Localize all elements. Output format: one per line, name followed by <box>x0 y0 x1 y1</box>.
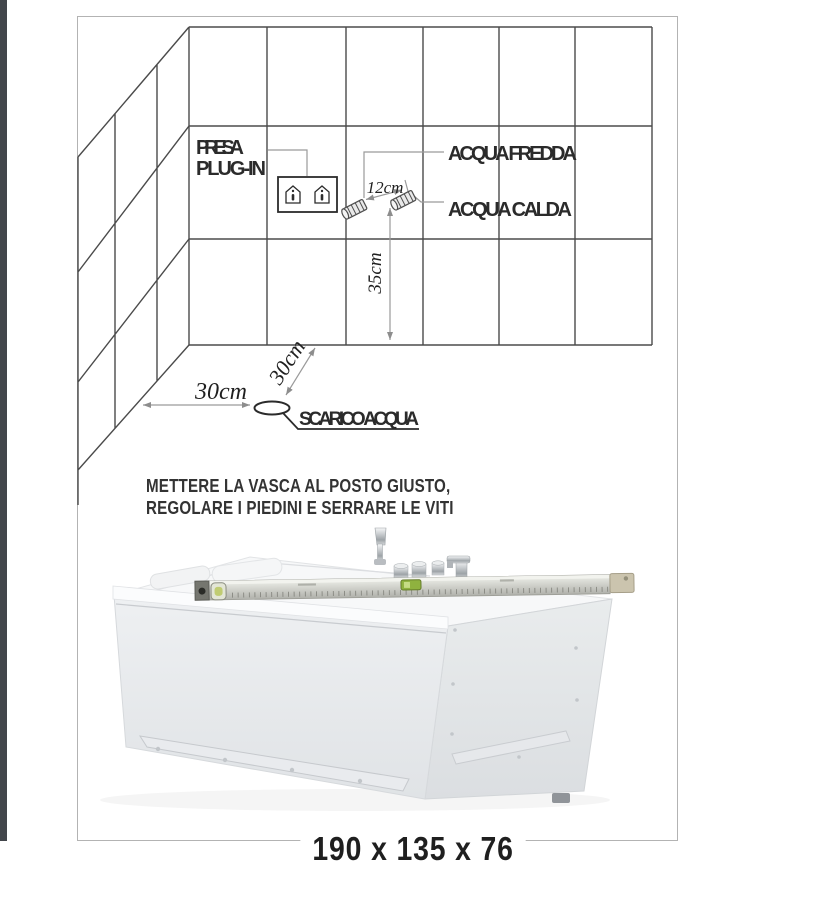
cold-water-pipe-icon <box>340 199 367 220</box>
bathtub-image <box>100 528 634 811</box>
level-bubble-vial <box>401 580 421 590</box>
pipes-distance-label: 12cm <box>366 178 404 197</box>
hot-water-label: ACQUA CALDA <box>448 199 572 221</box>
instruction-line-2: REGOLARE I PIEDINI E SERRARE LE VITI <box>146 496 454 518</box>
product-dimensions <box>0 830 827 868</box>
socket-label-line1: PRESA <box>196 137 244 159</box>
faucet-knobs <box>394 561 444 578</box>
drain-side-distance-label: 30cm <box>195 379 247 405</box>
tub-side-panel <box>425 599 612 799</box>
installation-instructions <box>146 475 454 518</box>
drain-label: SCARICO ACQUA <box>299 409 419 430</box>
handshower-icon <box>375 528 386 545</box>
faucet-set <box>374 528 470 579</box>
back-wall-tiles <box>189 27 652 345</box>
side-wall-tiles <box>78 27 189 505</box>
spout-icon <box>447 556 470 579</box>
socket-label-line2: PLUG-IN <box>196 158 266 180</box>
product-dimensions-value: 190 x 135 x 76 <box>301 830 527 868</box>
plug-socket-box <box>278 177 337 212</box>
instruction-line-1: METTERE LA VASCA AL POSTO GIUSTO, <box>146 475 451 496</box>
tub-foot <box>552 793 570 803</box>
drain-back-distance-label: 30cm <box>263 335 311 389</box>
pipes-height-label: 35cm <box>365 252 386 294</box>
hot-water-leader-line <box>414 196 444 202</box>
level-end-cap <box>610 573 634 592</box>
cold-water-label: ACQUA FREDDA <box>448 143 577 165</box>
socket-leader-line <box>268 150 307 176</box>
